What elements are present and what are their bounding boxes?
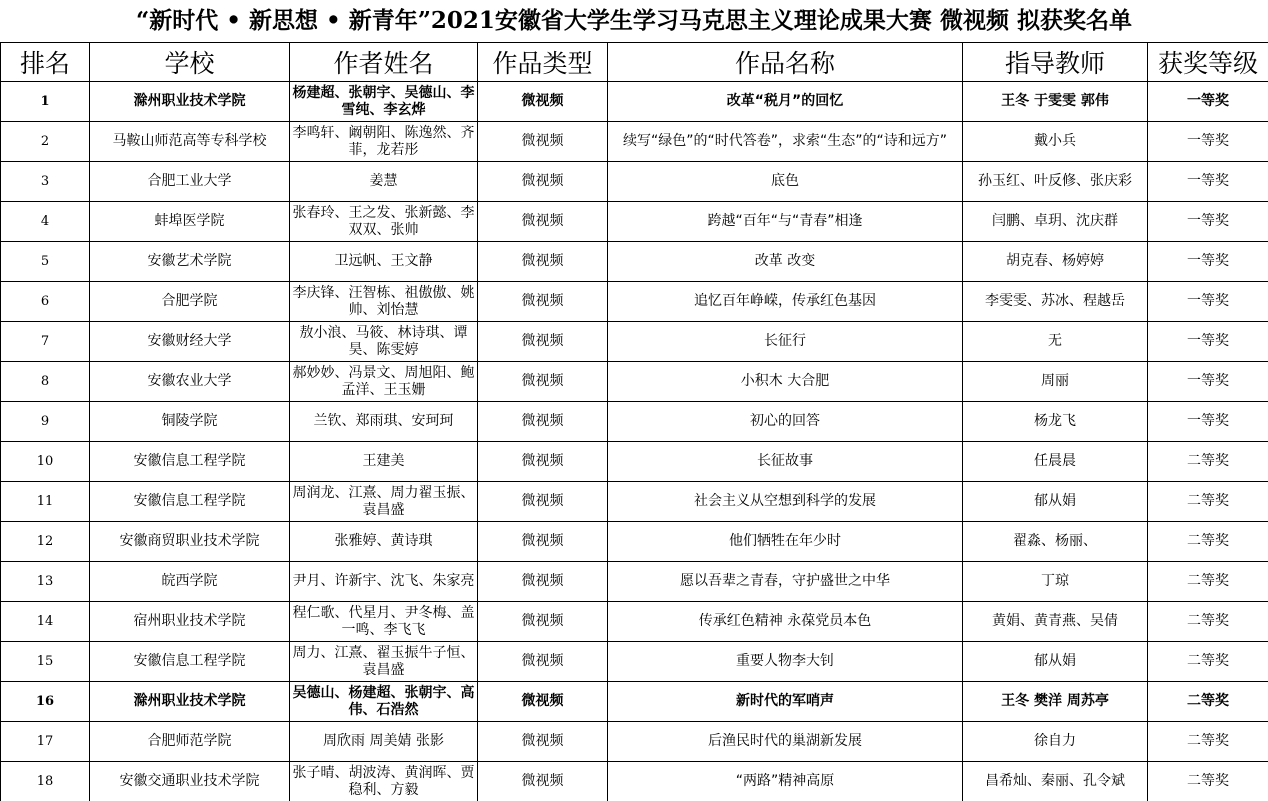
table-row	[1, 562, 1268, 602]
cell-award[interactable]: 一等奖	[1148, 362, 1268, 402]
cell-work[interactable]: “两路”精神高原	[608, 762, 963, 801]
cell-authors[interactable]: 周力、江熹、翟玉振牛子恒、袁昌盛	[290, 642, 478, 682]
cell-advisor[interactable]: 王冬 樊洋 周苏亭	[963, 682, 1148, 722]
cell-type[interactable]: 微视频	[478, 122, 608, 162]
cell-rank[interactable]: 13	[1, 562, 90, 602]
cell-rank[interactable]: 8	[1, 362, 90, 402]
cell-rank[interactable]: 9	[1, 402, 90, 442]
table-row	[1, 642, 1268, 682]
table-row	[1, 762, 1268, 801]
cell-authors[interactable]: 郝妙妙、冯景文、周旭阳、鲍孟洋、王玉姗	[290, 362, 478, 402]
cell-school[interactable]: 宿州职业技术学院	[90, 602, 290, 642]
cell-authors[interactable]: 姜慧	[290, 162, 478, 202]
cell-type[interactable]: 微视频	[478, 762, 608, 801]
table-row	[1, 522, 1268, 562]
cell-work[interactable]: 小积木 大合肥	[608, 362, 963, 402]
table-row	[1, 322, 1268, 362]
cell-rank[interactable]: 11	[1, 482, 90, 522]
cell-school[interactable]: 安徽商贸职业技术学院	[90, 522, 290, 562]
cell-rank[interactable]: 1	[1, 82, 90, 122]
cell-work[interactable]: 长征故事	[608, 442, 963, 482]
cell-authors[interactable]: 杨建超、张朝宇、吴德山、李雪纯、李玄烨	[290, 82, 478, 122]
cell-advisor[interactable]: 戴小兵	[963, 122, 1148, 162]
cell-type[interactable]: 微视频	[478, 402, 608, 442]
cell-award[interactable]: 二等奖	[1148, 562, 1268, 602]
cell-authors[interactable]: 王建美	[290, 442, 478, 482]
cell-authors[interactable]: 张雅婷、黄诗琪	[290, 522, 478, 562]
cell-authors[interactable]: 张春玲、王之发、张新懿、李双双、张帅	[290, 202, 478, 242]
cell-school[interactable]: 滁州职业技术学院	[90, 82, 290, 122]
cell-school[interactable]: 皖西学院	[90, 562, 290, 602]
cell-rank[interactable]: 15	[1, 642, 90, 682]
cell-type[interactable]: 微视频	[478, 362, 608, 402]
cell-award[interactable]: 二等奖	[1148, 482, 1268, 522]
header-authors[interactable]: 作者姓名	[290, 43, 478, 82]
cell-award[interactable]: 二等奖	[1148, 442, 1268, 482]
header-work[interactable]: 作品名称	[608, 43, 963, 82]
cell-school[interactable]: 蚌埠医学院	[90, 202, 290, 242]
cell-advisor[interactable]: 郁从娟	[963, 482, 1148, 522]
table-row	[1, 202, 1268, 242]
cell-rank[interactable]: 10	[1, 442, 90, 482]
cell-authors[interactable]: 周润龙、江熹、周力翟玉振、袁昌盛	[290, 482, 478, 522]
cell-advisor[interactable]: 杨龙飞	[963, 402, 1148, 442]
cell-work[interactable]: 后渔民时代的巢湖新发展	[608, 722, 963, 762]
cell-rank[interactable]: 18	[1, 762, 90, 801]
cell-type[interactable]: 微视频	[478, 522, 608, 562]
cell-award[interactable]: 二等奖	[1148, 682, 1268, 722]
table-row	[1, 82, 1268, 122]
cell-authors[interactable]: 卫远帆、王文静	[290, 242, 478, 282]
cell-award[interactable]: 二等奖	[1148, 722, 1268, 762]
cell-work[interactable]: 续写“绿色”的“时代答卷”，求索“生态”的“诗和远方”	[608, 122, 963, 162]
cell-type[interactable]: 微视频	[478, 682, 608, 722]
cell-type[interactable]: 微视频	[478, 602, 608, 642]
cell-award[interactable]: 一等奖	[1148, 82, 1268, 122]
award-table	[0, 42, 1268, 801]
cell-advisor[interactable]: 闫鹏、卓玥、沈庆群	[963, 202, 1148, 242]
cell-advisor[interactable]: 无	[963, 322, 1148, 362]
cell-award[interactable]: 一等奖	[1148, 202, 1268, 242]
cell-work[interactable]: 传承红色精神 永葆党员本色	[608, 602, 963, 642]
cell-advisor[interactable]: 胡克春、杨婷婷	[963, 242, 1148, 282]
cell-rank[interactable]: 12	[1, 522, 90, 562]
cell-advisor[interactable]: 丁琼	[963, 562, 1148, 602]
cell-authors[interactable]: 尹月、许新宇、沈飞、朱家亮	[290, 562, 478, 602]
cell-school[interactable]: 安徽信息工程学院	[90, 482, 290, 522]
cell-rank[interactable]: 17	[1, 722, 90, 762]
cell-authors[interactable]: 敖小浪、马筱、林诗琪、谭昊、陈雯婷	[290, 322, 478, 362]
cell-school[interactable]: 安徽信息工程学院	[90, 642, 290, 682]
cell-advisor[interactable]: 孙玉红、叶反修、张庆彩	[963, 162, 1148, 202]
cell-school[interactable]: 安徽艺术学院	[90, 242, 290, 282]
header-school[interactable]: 学校	[90, 43, 290, 82]
cell-work[interactable]: 初心的回答	[608, 402, 963, 442]
cell-advisor[interactable]: 黄娟、黄青燕、吴倩	[963, 602, 1148, 642]
cell-award[interactable]: 二等奖	[1148, 602, 1268, 642]
cell-work[interactable]: 重要人物李大钊	[608, 642, 963, 682]
cell-type[interactable]: 微视频	[478, 202, 608, 242]
cell-advisor[interactable]: 翟淼、杨丽、	[963, 522, 1148, 562]
cell-school[interactable]: 安徽财经大学	[90, 322, 290, 362]
cell-type[interactable]: 微视频	[478, 282, 608, 322]
cell-work[interactable]: 愿以吾辈之青春，守护盛世之中华	[608, 562, 963, 602]
cell-school[interactable]: 安徽农业大学	[90, 362, 290, 402]
cell-work[interactable]: 长征行	[608, 322, 963, 362]
cell-rank[interactable]: 7	[1, 322, 90, 362]
table-row	[1, 162, 1268, 202]
cell-work[interactable]: 新时代的军哨声	[608, 682, 963, 722]
cell-award[interactable]: 一等奖	[1148, 242, 1268, 282]
table-row	[1, 402, 1268, 442]
cell-rank[interactable]: 16	[1, 682, 90, 722]
cell-award[interactable]: 一等奖	[1148, 282, 1268, 322]
cell-school[interactable]: 安徽交通职业技术学院	[90, 762, 290, 801]
table-row	[1, 602, 1268, 642]
cell-type[interactable]: 微视频	[478, 642, 608, 682]
cell-rank[interactable]: 5	[1, 242, 90, 282]
cell-authors[interactable]: 李鸣轩、阚朝阳、陈逸然、齐菲，龙若彤	[290, 122, 478, 162]
table-row	[1, 242, 1268, 282]
cell-rank[interactable]: 14	[1, 602, 90, 642]
cell-school[interactable]: 马鞍山师范高等专科学校	[90, 122, 290, 162]
cell-advisor[interactable]: 郁从娟	[963, 642, 1148, 682]
cell-authors[interactable]: 吴德山、杨建超、张朝宇、高伟、石浩然	[290, 682, 478, 722]
cell-type[interactable]: 微视频	[478, 722, 608, 762]
header-type[interactable]: 作品类型	[478, 43, 608, 82]
page-title: “新时代 • 新思想 • 新青年”2021安徽省大学生学习马克思主义理论成果大赛 微视频 拟获奖名单	[0, 0, 1268, 43]
table-row	[1, 442, 1268, 482]
cell-school[interactable]: 合肥师范学院	[90, 722, 290, 762]
header-row	[1, 43, 1268, 82]
cell-type[interactable]: 微视频	[478, 82, 608, 122]
cell-authors[interactable]: 张子晴、胡波涛、黄润晖、贾稳利、方毅	[290, 762, 478, 801]
cell-work[interactable]: 改革 改变	[608, 242, 963, 282]
cell-award[interactable]: 一等奖	[1148, 322, 1268, 362]
cell-school[interactable]: 滁州职业技术学院	[90, 682, 290, 722]
cell-advisor[interactable]: 李雯雯、苏冰、程越岳	[963, 282, 1148, 322]
cell-work[interactable]: 底色	[608, 162, 963, 202]
cell-award[interactable]: 二等奖	[1148, 522, 1268, 562]
cell-advisor[interactable]: 徐自力	[963, 722, 1148, 762]
cell-award[interactable]: 一等奖	[1148, 402, 1268, 442]
cell-rank[interactable]: 3	[1, 162, 90, 202]
cell-authors[interactable]: 兰钦、郑雨琪、安珂珂	[290, 402, 478, 442]
cell-advisor[interactable]: 周丽	[963, 362, 1148, 402]
cell-work[interactable]: 跨越“百年“与“青春”相逢	[608, 202, 963, 242]
table-row	[1, 482, 1268, 522]
cell-advisor[interactable]: 昌希灿、秦丽、孔令斌	[963, 762, 1148, 801]
cell-authors[interactable]: 李庆锋、汪智栋、祖傲傲、姚帅、刘怡慧	[290, 282, 478, 322]
header-advisor[interactable]: 指导教师	[963, 43, 1148, 82]
cell-work[interactable]: 改革“税月”的回忆	[608, 82, 963, 122]
table-row	[1, 122, 1268, 162]
cell-advisor[interactable]: 王冬 于雯雯 郭伟	[963, 82, 1148, 122]
cell-work[interactable]: 追忆百年峥嵘，传承红色基因	[608, 282, 963, 322]
cell-authors[interactable]: 周欣雨 周美婧 张影	[290, 722, 478, 762]
cell-award[interactable]: 一等奖	[1148, 122, 1268, 162]
cell-work[interactable]: 社会主义从空想到科学的发展	[608, 482, 963, 522]
header-rank[interactable]: 排名	[1, 43, 90, 82]
cell-school[interactable]: 铜陵学院	[90, 402, 290, 442]
header-award[interactable]: 获奖等级	[1148, 43, 1268, 82]
cell-advisor[interactable]: 任晨晨	[963, 442, 1148, 482]
cell-school[interactable]: 安徽信息工程学院	[90, 442, 290, 482]
cell-school[interactable]: 合肥学院	[90, 282, 290, 322]
table-row	[1, 682, 1268, 722]
cell-type[interactable]: 微视频	[478, 242, 608, 282]
cell-rank[interactable]: 6	[1, 282, 90, 322]
cell-type[interactable]: 微视频	[478, 442, 608, 482]
cell-type[interactable]: 微视频	[478, 562, 608, 602]
cell-award[interactable]: 二等奖	[1148, 762, 1268, 801]
cell-authors[interactable]: 程仁歌、代星月、尹冬梅、盖一鸣、李飞飞	[290, 602, 478, 642]
table-row	[1, 722, 1268, 762]
cell-rank[interactable]: 4	[1, 202, 90, 242]
cell-school[interactable]: 合肥工业大学	[90, 162, 290, 202]
cell-type[interactable]: 微视频	[478, 162, 608, 202]
cell-work[interactable]: 他们牺牲在年少时	[608, 522, 963, 562]
cell-type[interactable]: 微视频	[478, 322, 608, 362]
cell-award[interactable]: 一等奖	[1148, 162, 1268, 202]
table-row	[1, 282, 1268, 322]
table-row	[1, 362, 1268, 402]
cell-award[interactable]: 二等奖	[1148, 642, 1268, 682]
cell-rank[interactable]: 2	[1, 122, 90, 162]
cell-type[interactable]: 微视频	[478, 482, 608, 522]
